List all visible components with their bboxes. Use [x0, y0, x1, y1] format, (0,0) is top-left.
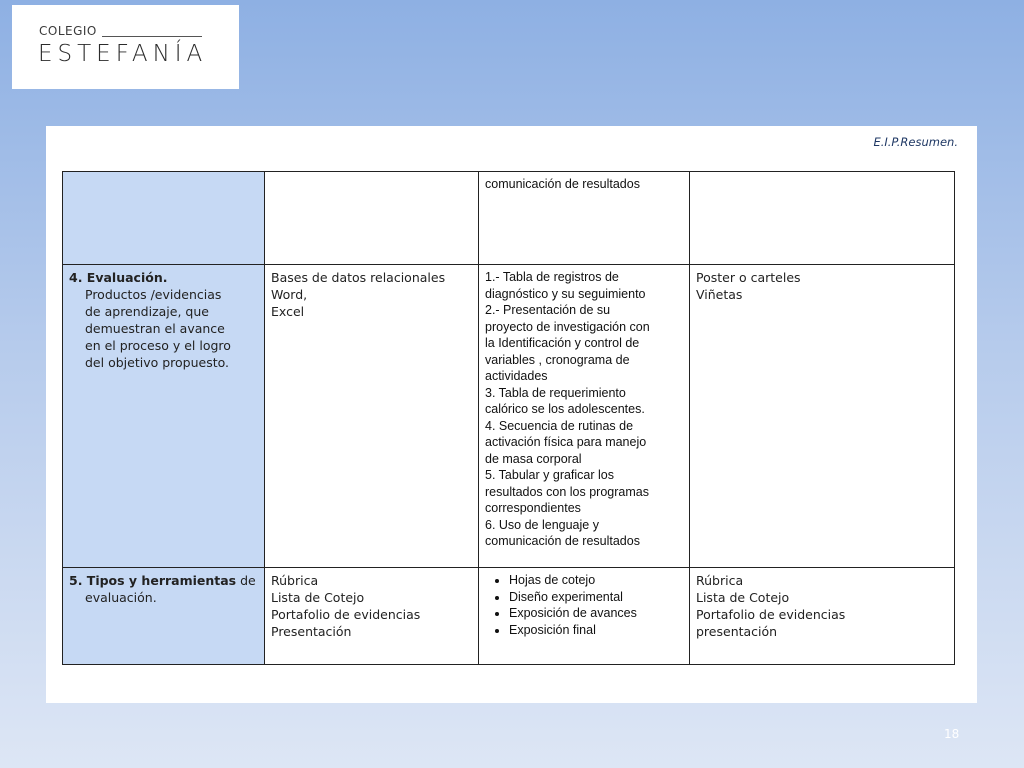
document-page	[46, 126, 977, 703]
cell-line: en el proceso y el logro	[85, 338, 231, 353]
list-item: • Hojas de cotejo	[509, 572, 683, 589]
cell-line: 4. Secuencia de rutinas de	[485, 418, 634, 433]
table-cell	[265, 172, 479, 265]
table-cell	[63, 172, 265, 265]
cell-line: Word,	[271, 287, 308, 302]
section-heading-bold: 5. Tipos y herramientas	[69, 573, 237, 588]
table-cell	[265, 265, 479, 568]
logo-rule	[102, 36, 202, 37]
logo-main-text: ESTEFANÍA	[38, 41, 208, 67]
table-cell	[265, 568, 479, 665]
cell-line: Lista de Cotejo	[271, 590, 365, 605]
cell-line: Lista de Cotejo	[696, 590, 790, 605]
cell-line: correspondientes	[485, 501, 581, 515]
section-heading	[69, 572, 258, 589]
bullet-list	[485, 572, 683, 638]
cell-line: de masa corporal	[485, 451, 582, 466]
cell-line: 5. Tabular y graficar los	[485, 468, 614, 482]
slide-number: 18	[944, 727, 960, 741]
table-row	[63, 265, 955, 568]
cell-line: presentación	[696, 624, 778, 639]
logo-top-text: COLEGIO	[39, 24, 97, 38]
table-cell	[479, 172, 690, 265]
cell-line: actividades	[485, 369, 548, 383]
cell-line: comunicación de resultados	[485, 534, 640, 548]
cell-line: la Identificación y control de	[485, 336, 640, 350]
table-cell	[690, 568, 955, 665]
cell-line: comunicación de resultados	[485, 177, 640, 191]
list-item: • Exposición final	[509, 622, 683, 639]
cell-line: Rúbrica	[696, 573, 744, 588]
cell-line: 2.- Presentación de su	[485, 303, 611, 317]
cell-line: Rúbrica	[271, 573, 319, 588]
cell-line: proyecto de investigación con	[485, 319, 650, 334]
cell-line: evaluación.	[85, 590, 157, 605]
cell-line: resultados con los programas	[485, 484, 649, 499]
cell-line: Poster o carteles	[696, 270, 801, 285]
cell-line: activación física para manejo	[485, 435, 647, 449]
cell-line: 6. Uso de lenguaje y	[485, 517, 599, 532]
cell-line: calórico se los adolescentes.	[485, 402, 645, 416]
cell-line: del objetivo propuesto.	[85, 355, 230, 370]
cell-line: demuestran el avance	[85, 321, 225, 336]
cell-line: 1.- Tabla de registros de	[485, 270, 619, 284]
table-cell	[690, 172, 955, 265]
list-item: • Diseño experimental	[509, 589, 683, 606]
list-item: • Exposición de avances	[509, 605, 683, 622]
table-cell	[479, 265, 690, 568]
table-cell	[479, 568, 690, 665]
cell-line: Excel	[271, 304, 305, 319]
cell-line: variables , cronograma de	[485, 352, 630, 367]
table-cell	[63, 265, 265, 568]
cell-line: Portafolio de evidencias	[696, 607, 846, 622]
logo	[12, 5, 239, 89]
cell-line: 3. Tabla de requerimiento	[485, 385, 626, 400]
table-row	[63, 172, 955, 265]
cell-line: Presentación	[271, 624, 352, 639]
table-row	[63, 568, 955, 665]
cell-line: Productos /evidencias	[85, 287, 222, 302]
cell-line: de aprendizaje, que	[85, 304, 209, 319]
table-cell	[690, 265, 955, 568]
cell-line: diagnóstico y su seguimiento	[485, 286, 646, 301]
cell-line: Bases de datos relacionales	[271, 270, 446, 285]
table-cell	[63, 568, 265, 665]
document-reference: E.I.P.Resumen.	[873, 135, 958, 149]
evaluation-table	[62, 171, 955, 665]
section-heading-rest: de	[236, 573, 256, 588]
cell-line: Portafolio de evidencias	[271, 607, 421, 622]
section-heading: 4. Evaluación.	[69, 270, 168, 285]
cell-line: Viñetas	[696, 287, 743, 302]
